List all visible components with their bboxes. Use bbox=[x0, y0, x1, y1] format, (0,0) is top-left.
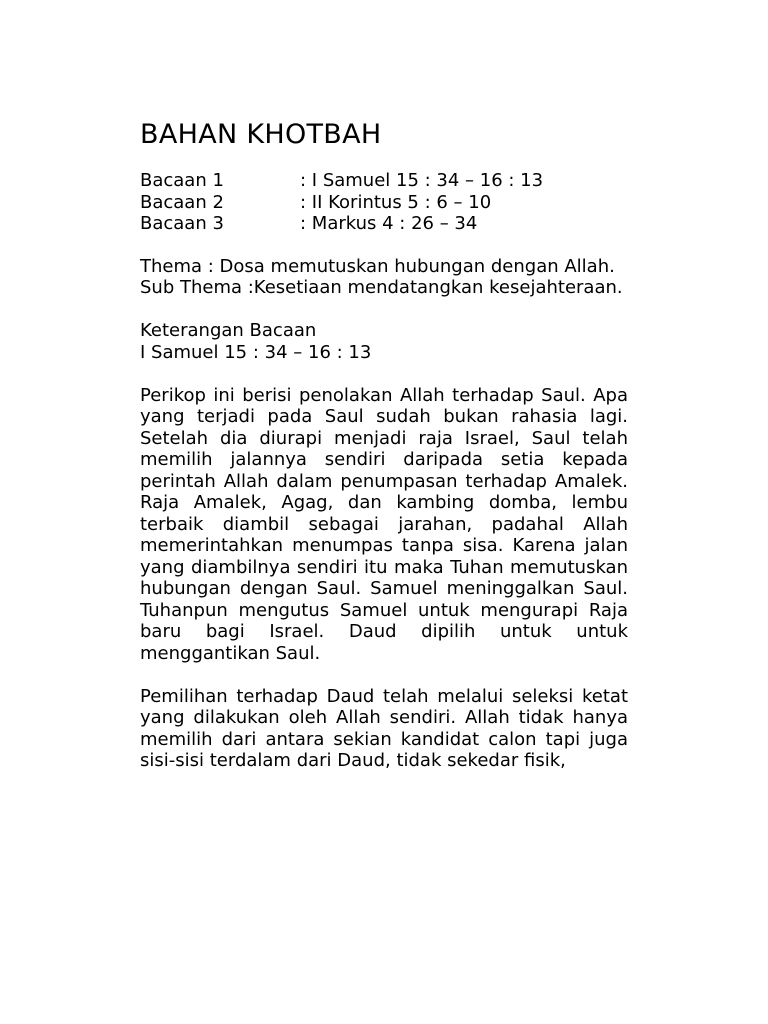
theme-block bbox=[140, 256, 628, 299]
body-paragraph: Perikop ini berisi penolakan Allah terhadap Saul. Apa yang terjadi pada Saul sudah bukan rahasia lagi. Setelah dia diurapi menjadi raja Israel, Saul telah memilih jalannya sendiri daripada setia kepada perintah Allah dalam penumpasan terhadap Amalek. Raja Amalek, Agag, dan kambing domba, lembu terbaik diambil sebagai jarahan, padahal Allah memerintahkan menumpas tanpa sisa. Karena jalan yang diambilnya sendiri itu maka Tuhan memutuskan hubungan dengan Saul. Samuel meninggalkan Saul. Tuhanpun mengutus Samuel untuk mengurapi Raja baru bagi Israel. Daud dipilih untuk untuk menggantikan Saul. bbox=[140, 384, 628, 664]
reading-reference: : I Samuel 15 : 34 – 16 : 13 bbox=[300, 170, 544, 191]
explanation-header bbox=[140, 320, 628, 363]
reading-row bbox=[140, 213, 628, 235]
explanation-heading: Keterangan Bacaan bbox=[140, 320, 317, 341]
theme-text: Thema : Dosa memutuskan hubungan dengan Allah. bbox=[140, 255, 615, 277]
reading-row bbox=[140, 170, 628, 192]
reading-row bbox=[140, 192, 628, 214]
document-title: BAHAN KHOTBAH bbox=[140, 119, 382, 150]
reading-label: Bacaan 1 bbox=[140, 170, 224, 191]
body-paragraph: Pemilihan terhadap Daud telah melalui seleksi ketat yang dilakukan oleh Allah sendiri. Allah tidak hanya memilih dari antara sekian kandidat calon tapi juga sisi-sisi terdalam dari Daud, tidak sekedar fisik, bbox=[140, 685, 628, 771]
reading-label: Bacaan 3 bbox=[140, 213, 224, 234]
reading-label: Bacaan 2 bbox=[140, 191, 224, 213]
explanation-reference: I Samuel 15 : 34 – 16 : 13 bbox=[140, 341, 372, 363]
document-page bbox=[140, 118, 628, 793]
sub-theme-text: Sub Thema :Kesetiaan mendatangkan kesejahteraan. bbox=[140, 277, 623, 298]
reading-reference: : Markus 4 : 26 – 34 bbox=[300, 213, 478, 234]
readings-list bbox=[140, 170, 628, 235]
reading-reference: : II Korintus 5 : 6 – 10 bbox=[300, 191, 492, 213]
